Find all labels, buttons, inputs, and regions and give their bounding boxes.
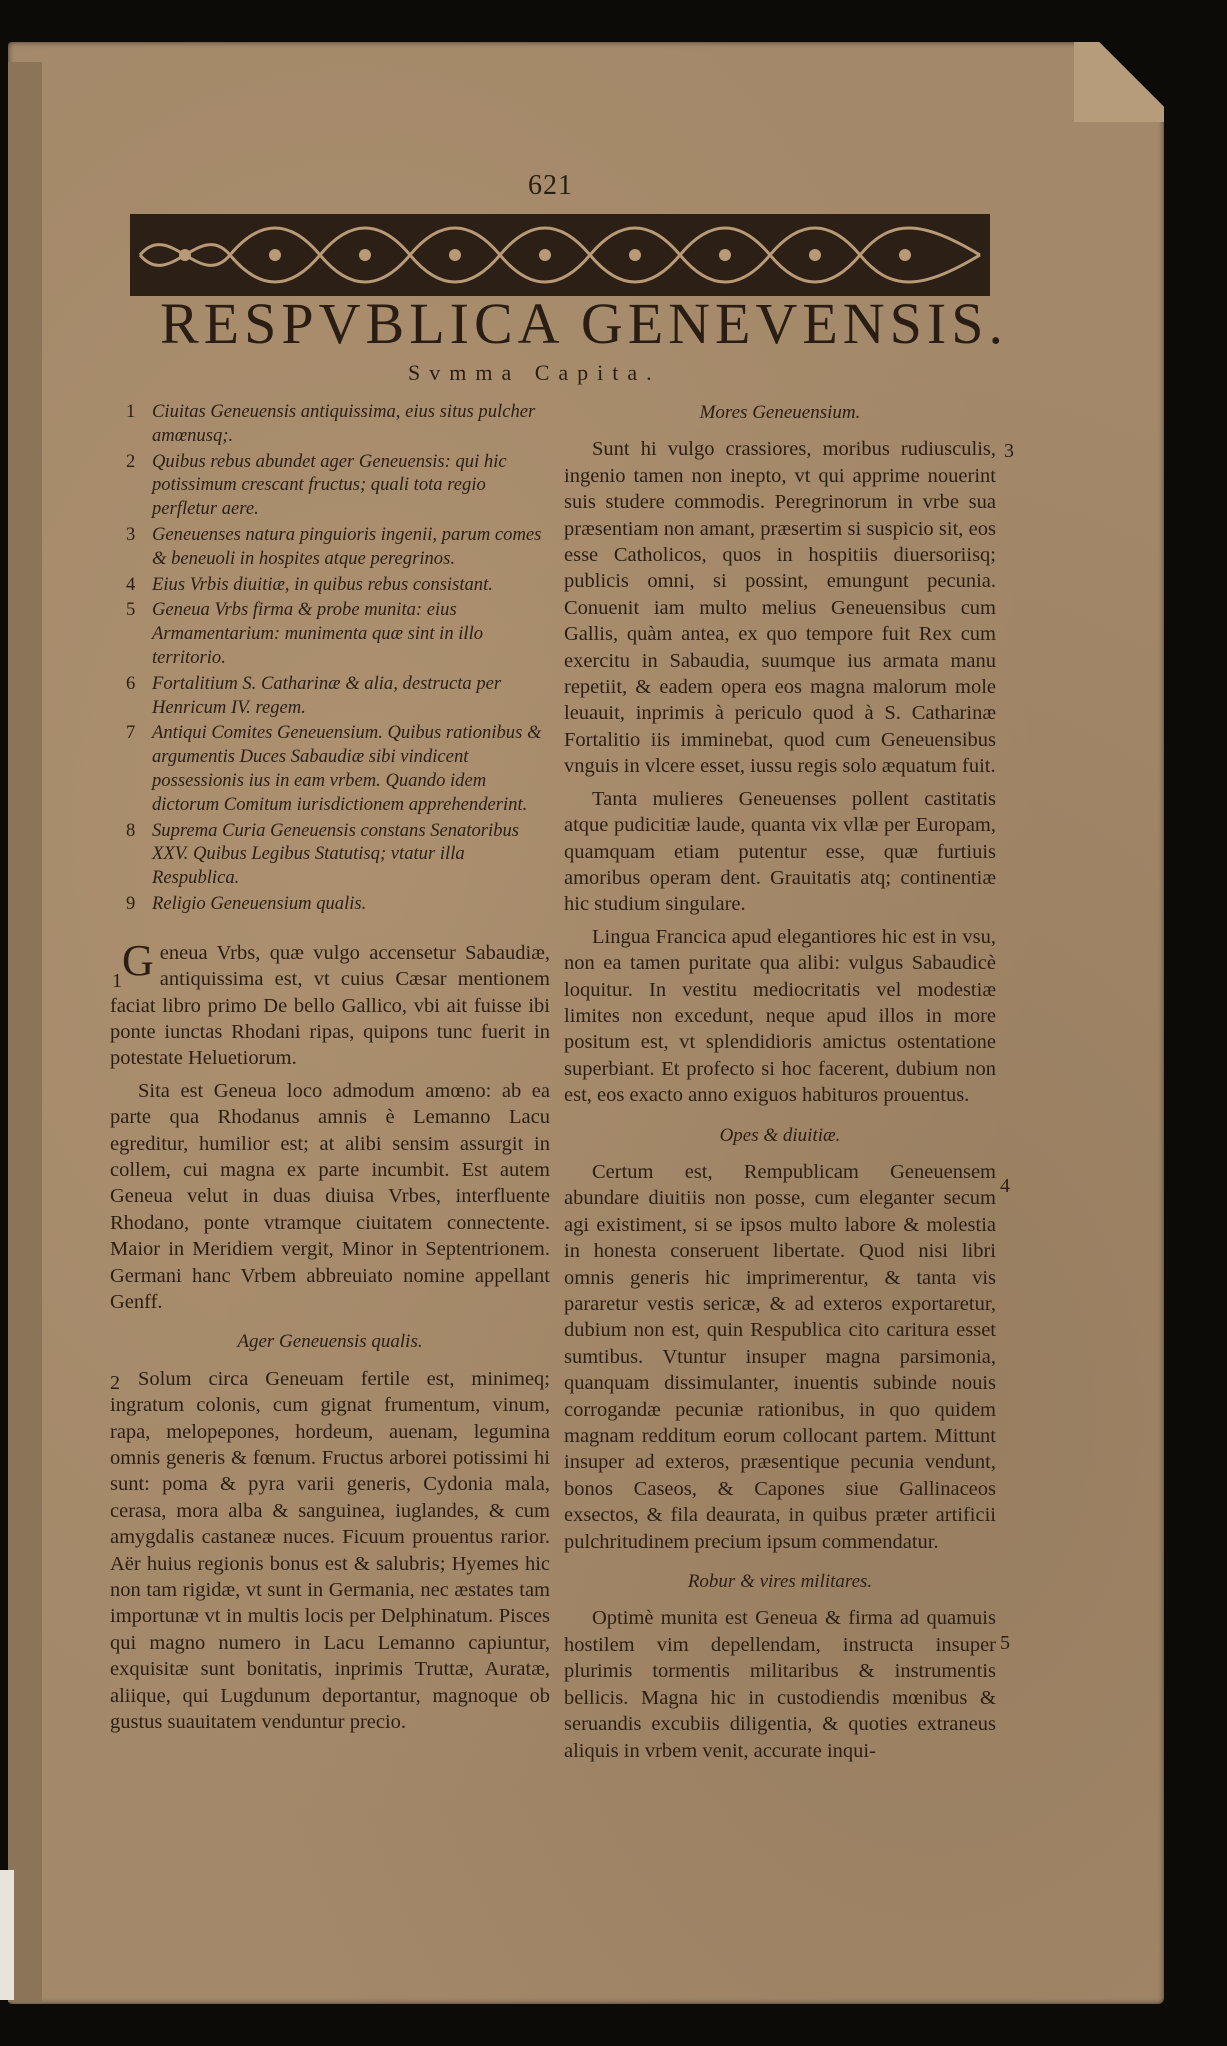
toc-item: 8 Suprema Curia Geneuensis constans Senatoribus XXV. Quibus Legibus Statutisq; vtatur illa Respublica. (126, 819, 520, 889)
paragraph: Sunt hi vulgo crassiores, moribus rudiusculis, ingenio tamen non inepto, vt qui apprime nouerint suis studere commodis. Peregrinorum in vrbe sua præsentiam non amant, præsertim si suspicio sit, eos esse Catholicos, quos in hospitiis diuersoriisq; publicis omni, si possint, emungunt pecunia. Conuenit iam multo melius Geneuensibus cum Gallis, quàm antea, ex quo tempore fuit Rex cum exercitu in Sabaudia, suumque ius armata manu repetiit, & eadem opera eos magna malorum mole leuauit, inprimis à periculo quod à S. Catharinæ Fortalitio iis imminebat, quod cum Geneuensibus vnguis in vlcere esset, iussu regis solo æquatum fuit. (564, 438, 996, 778)
section-heading: Robur & vires militares. (687, 1571, 873, 1593)
folded-corner (1074, 42, 1164, 122)
margin-number: 1 (112, 970, 122, 992)
section-heading: Ager Geneuensis qualis. (237, 1331, 423, 1353)
toc-item: 1 Ciuitas Geneuensis antiquissima, eius situs pulcher amœnusq;. (126, 401, 536, 446)
subtitle: Svmma Capita. (408, 360, 661, 385)
paragraph: Optimè munita est Geneua & firma ad quamuis hostilem vim depellendam, instructa insuper plurimis tormentis militaribus & instrumentis bellicis. Magna hic in custodiendis mœnibus & seruandis excubiis diligentia, & quoties extraneus aliquis in vrbem venit, accurate inqui- (564, 1607, 996, 1762)
margin-number: 2 (110, 1372, 120, 1394)
left-column (110, 400, 550, 1736)
margin-number: 5 (1000, 1632, 1010, 1654)
paragraph: Geneua Vrbs, quæ vulgo accensetur Sabaudiæ, antiquissima est, vt cuius Cæsar mentionem faciat libro primo De bello Gallico, vbi ait fuisse ibi ponte iunctas Rhodani ripas, quipons tunc fuerit in potestate Heluetiorum. (110, 935, 550, 1070)
ornament-band (130, 214, 990, 296)
toc-item: 5 Geneua Vrbs firma & probe munita: eius Armamentarium: munimenta quæ sint in illo territorio. (126, 599, 484, 668)
paragraph: Sita est Geneua loco admodum amœno: ab ea parte qua Rhodanus amnis è Lemanno Lacu egreditur, humilior est; at alibi sensim assurgit in collem, cui magna ex parte incumbit. Est autem Geneua velut in duas diuisa Vrbes, interfluente Rhodano, ponte vtramque ciuitatem connectente. Maior in Meridiem vergit, Minor in Septentrionem. Germani hanc Vrbem abbreuiato nomine appellant Genff. (110, 1079, 550, 1314)
toc-item: 4 Eius Vrbis diuitiæ, in quibus rebus consistant. (126, 573, 493, 595)
toc-item: 7 Antiqui Comites Geneuensium. Quibus rationibus & argumentis Duces Sabaudiæ sibi vindicent possessionis ius in eam vrbem. Quando idem dictorum Comitum iurisdictionem apprehenderint. (126, 722, 542, 815)
toc-item: 9 Religio Geneuensium qualis. (126, 892, 367, 914)
drop-cap: G (122, 935, 154, 985)
toc-item: 6 Fortalitium S. Catharinæ & alia, destructa per Henricum IV. regem. (126, 672, 502, 718)
page-underlay (0, 1870, 14, 2000)
paragraph: Lingua Francica apud elegantiores hic est in vsu, non ea tamen puritate qua alibi: vulgus Sabaudicè loquitur. In vestitu mediocritatis vel modestiæ limites non excedunt, neque apud illos in more positum est, vt splendidioris amictus ostentatione superbiant. Et profecto si hoc facerent, dubium non est, eos exacto anno exiguos habituros prouentus. (564, 925, 996, 1107)
right-column (564, 400, 996, 1764)
paragraph: Certum est, Rempublicam Geneuensem abundare diuitiis non posse, cum eleganter secum agi existiment, si se ipsos multo labore & molestia in honesta conseruent libertate. Quod nisi libri omnis generis hic imprimerentur, & tanta vis pararetur vestis sericæ, & ad exteros exportaretur, dubium non est, quin Respublica cito caritura esset sumtibus. Vtuntur insuper magna parsimonia, quanquam dissimulanter, inuentis subinde nouis corrogandæ pecuniæ rationibus, in quo quidem magnam redditum eorum collocant partem. Mittunt insuper ad exteros, præsentique pecunia vendunt, bonos Caseos, & Capones siue Gallinaceos exsectos, & fila deaurata, in quibus præter artificii pulchritudinem precium ipsum commendatur. (564, 1160, 996, 1553)
toc-item: 2 Quibus rebus abundet ager Geneuensis: qui hic potissimum crescant fructus; quali tota regio perfletur aere. (126, 450, 507, 520)
section-heading: Opes & diuitiæ. (719, 1124, 841, 1146)
section-heading: Mores Geneuensium. (699, 402, 861, 423)
margin-number: 4 (1000, 1175, 1010, 1197)
toc-item: 3 Geneuenses natura pinguioris ingenii, parum comes & beneuoli in hospites atque peregrinos. (126, 523, 542, 569)
margin-number: 3 (1004, 440, 1014, 462)
page-number: 621 (528, 170, 573, 201)
paragraph: Solum circa Geneuam fertile est, minimeq; ingratum colonis, cum gignat frumentum, vinum, rapa, melopepones, hordeum, auenam, legumina omnis generis & fœnum. Fructus arborei potissimi hi sunt: poma & pyra varii generis, Cydonia mala, cerasa, mora alba & sanguinea, iuglandes, & cum amygdalis castaneæ nuces. Ficuum prouentus rarior. Aër huius regionis bonus est & salubris; Hyemes hic non tam rigidæ, vt sunt in Germania, nec æstates tam importunæ vt in multis locis per Delphinatum. Pisces qui magno numero in Lacu Lemanno capiuntur, exquisitæ sunt bonitatis, inprimis Truttæ, Auratæ, aliique, qui Lugdunum deportantur, magnoque ob gustus suauitatem venduntur precio. (110, 1367, 550, 1734)
paragraph: Tanta mulieres Geneuenses pollent castitatis atque pudicitiæ laude, quanta vix vllæ per Europam, quamquam etiam putentur esse, quæ furtiuis amoribus operam dent. Grauitatis atq; continentiæ hic studium singulare. (564, 787, 996, 916)
page-edge (8, 62, 42, 2002)
page-title: RESPVBLICA GENEVENSIS. (160, 291, 1008, 356)
